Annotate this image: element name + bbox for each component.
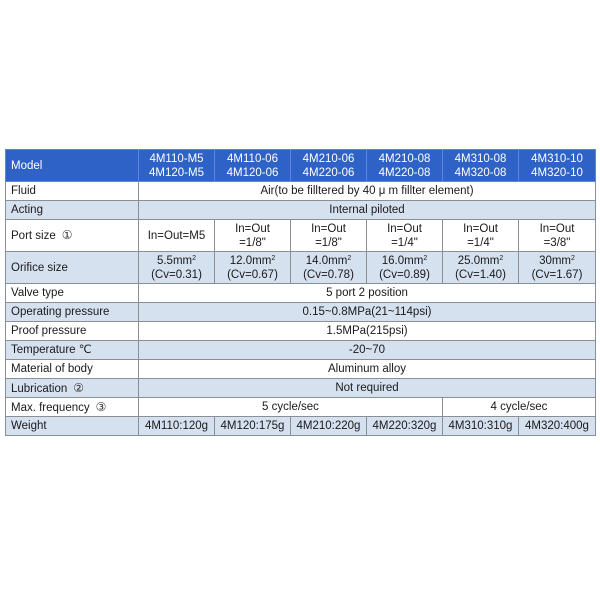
fluid-row — [6, 182, 596, 201]
acting-label: Acting — [6, 201, 139, 220]
port-size-cell: In=Out =1/4" — [367, 220, 443, 252]
model-cell: 4M110-06 4M120-06 — [215, 150, 291, 182]
note-2-icon: ② — [73, 380, 85, 395]
frequency-value-b: 4 cycle/sec — [443, 398, 596, 417]
lubrication-row — [6, 379, 596, 398]
orifice-cell: $25.0mm^2$ (Cv=1.40) — [443, 252, 519, 284]
max-frequency-row — [6, 398, 596, 417]
port-size-label: Port size ① — [6, 220, 139, 252]
orifice-cell: $16.0mm^2$ (Cv=0.89) — [367, 252, 443, 284]
model-cell: 4M210-08 4M220-08 — [367, 150, 443, 182]
proof-pressure-value: 1.5MPa(215psi) — [139, 322, 596, 341]
orifice-cell: $30mm^2$ (Cv=1.67) — [519, 252, 596, 284]
weight-cell: 4M310:310g — [443, 417, 519, 436]
port-size-cell: In=Out =1/8" — [291, 220, 367, 252]
temperature-row — [6, 341, 596, 360]
model-cell: 4M310-10 4M320-10 — [519, 150, 596, 182]
material-row — [6, 360, 596, 379]
acting-value: Internal piloted — [139, 201, 596, 220]
port-size-cell: In=Out =1/8" — [215, 220, 291, 252]
acting-row — [6, 201, 596, 220]
orifice-cell: $5.5mm^2$ (Cv=0.31) — [139, 252, 215, 284]
model-cell: 4M210-06 4M220-06 — [291, 150, 367, 182]
model-cell: 4M110-M5 4M120-M5 — [139, 150, 215, 182]
orifice-size-row — [6, 252, 596, 284]
frequency-value-a: 5 cycle/sec — [139, 398, 443, 417]
weight-cell: 4M110:120g — [139, 417, 215, 436]
valve-type-value: 5 port 2 position — [139, 284, 596, 303]
model-cell: 4M310-08 4M320-08 — [443, 150, 519, 182]
port-size-cell: In=Out=M5 — [139, 220, 215, 252]
port-size-cell: In=Out =1/4" — [443, 220, 519, 252]
temperature-value: -20~70 — [139, 341, 596, 360]
operating-pressure-value: 0.15~0.8MPa(21~114psi) — [139, 303, 596, 322]
celsius-icon: ℃ — [78, 344, 92, 356]
weight-cell: 4M320:400g — [519, 417, 596, 436]
weight-cell: 4M120:175g — [215, 417, 291, 436]
operating-pressure-row — [6, 303, 596, 322]
orifice-size-label: Orifice size — [6, 252, 139, 284]
orifice-cell: $14.0mm^2$ (Cv=0.78) — [291, 252, 367, 284]
temperature-label: Temperature ℃ — [6, 341, 139, 360]
lubrication-label: Lubrication ② — [6, 379, 139, 398]
orifice-cell: $12.0mm^2$ (Cv=0.67) — [215, 252, 291, 284]
header-row — [6, 150, 596, 182]
valve-type-row — [6, 284, 596, 303]
port-size-cell: In=Out =3/8" — [519, 220, 596, 252]
specification-table — [5, 149, 596, 436]
valve-type-label: Valve type — [6, 284, 139, 303]
port-size-row — [6, 220, 596, 252]
proof-pressure-label: Proof pressure — [6, 322, 139, 341]
weight-cell: 4M210:220g — [291, 417, 367, 436]
proof-pressure-row — [6, 322, 596, 341]
fluid-value: Air(to be filltered by 40 μ m fillter element) — [139, 182, 596, 201]
weight-label: Weight — [6, 417, 139, 436]
max-frequency-label: Max. frequency ③ — [6, 398, 139, 417]
operating-pressure-label: Operating pressure — [6, 303, 139, 322]
note-1-icon: ① — [61, 228, 73, 242]
lubrication-value: Not required — [139, 379, 596, 398]
model-label: Model — [6, 150, 139, 182]
weight-row — [6, 417, 596, 436]
note-3-icon: ③ — [95, 399, 107, 414]
material-label: Material of body — [6, 360, 139, 379]
weight-cell: 4M220:320g — [367, 417, 443, 436]
fluid-label: Fluid — [6, 182, 139, 201]
material-value: Aluminum alloy — [139, 360, 596, 379]
